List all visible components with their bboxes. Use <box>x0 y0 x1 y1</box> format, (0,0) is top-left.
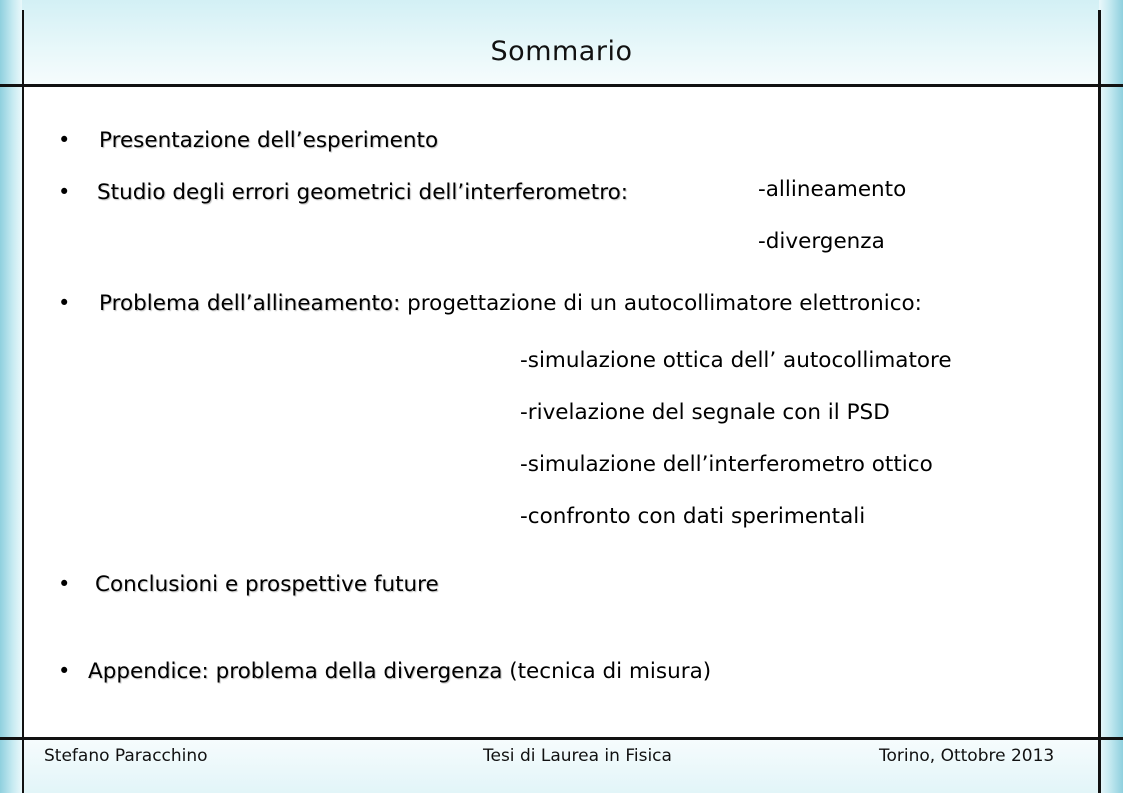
sub-simulazione-interferometro: -simulazione dell’interferometro ottico <box>520 452 933 477</box>
item-presentazione: Presentazione dell’esperimento <box>99 128 439 153</box>
item-problema-rest: progettazione di un autocollimatore elettronico: <box>400 291 922 316</box>
item-conclusioni: Conclusioni e prospettive future <box>95 572 439 597</box>
item-appendice-label: Appendice: problema della divergenza <box>88 659 503 684</box>
bullet-icon: • <box>58 572 71 596</box>
bullet-icon: • <box>58 128 71 152</box>
item-problema-allineamento <box>99 291 922 316</box>
right-accent-strip <box>1099 0 1123 793</box>
left-frame-line <box>22 10 24 793</box>
header-divider <box>0 84 1123 87</box>
footer-author: Stefano Paracchino <box>44 746 208 766</box>
left-accent-strip <box>0 0 22 793</box>
item-appendice-rest: (tecnica di misura) <box>502 659 712 684</box>
sub-simulazione-ottica: -simulazione ottica dell’ autocollimatore <box>520 348 952 373</box>
sub-divergenza: -divergenza <box>758 229 885 254</box>
sub-confronto-dati: -confronto con dati sperimentali <box>520 504 866 529</box>
slide-title: Sommario <box>490 36 633 67</box>
bullet-icon: • <box>58 291 71 315</box>
bullet-icon: • <box>58 659 71 683</box>
footer-place-date: Torino, Ottobre 2013 <box>879 746 1055 766</box>
sub-allineamento: -allineamento <box>758 177 907 202</box>
item-problema-label: Problema dell’allineamento: <box>99 291 401 316</box>
footer-thesis: Tesi di Laurea in Fisica <box>483 746 672 766</box>
bullet-icon: • <box>58 180 71 204</box>
right-frame-line <box>1098 10 1101 793</box>
item-studio-errori: Studio degli errori geometrici dell’interferometro: <box>97 180 628 205</box>
sub-rivelazione-psd: -rivelazione del segnale con il PSD <box>520 400 890 425</box>
footer-divider <box>0 737 1123 740</box>
item-appendice <box>88 659 711 684</box>
